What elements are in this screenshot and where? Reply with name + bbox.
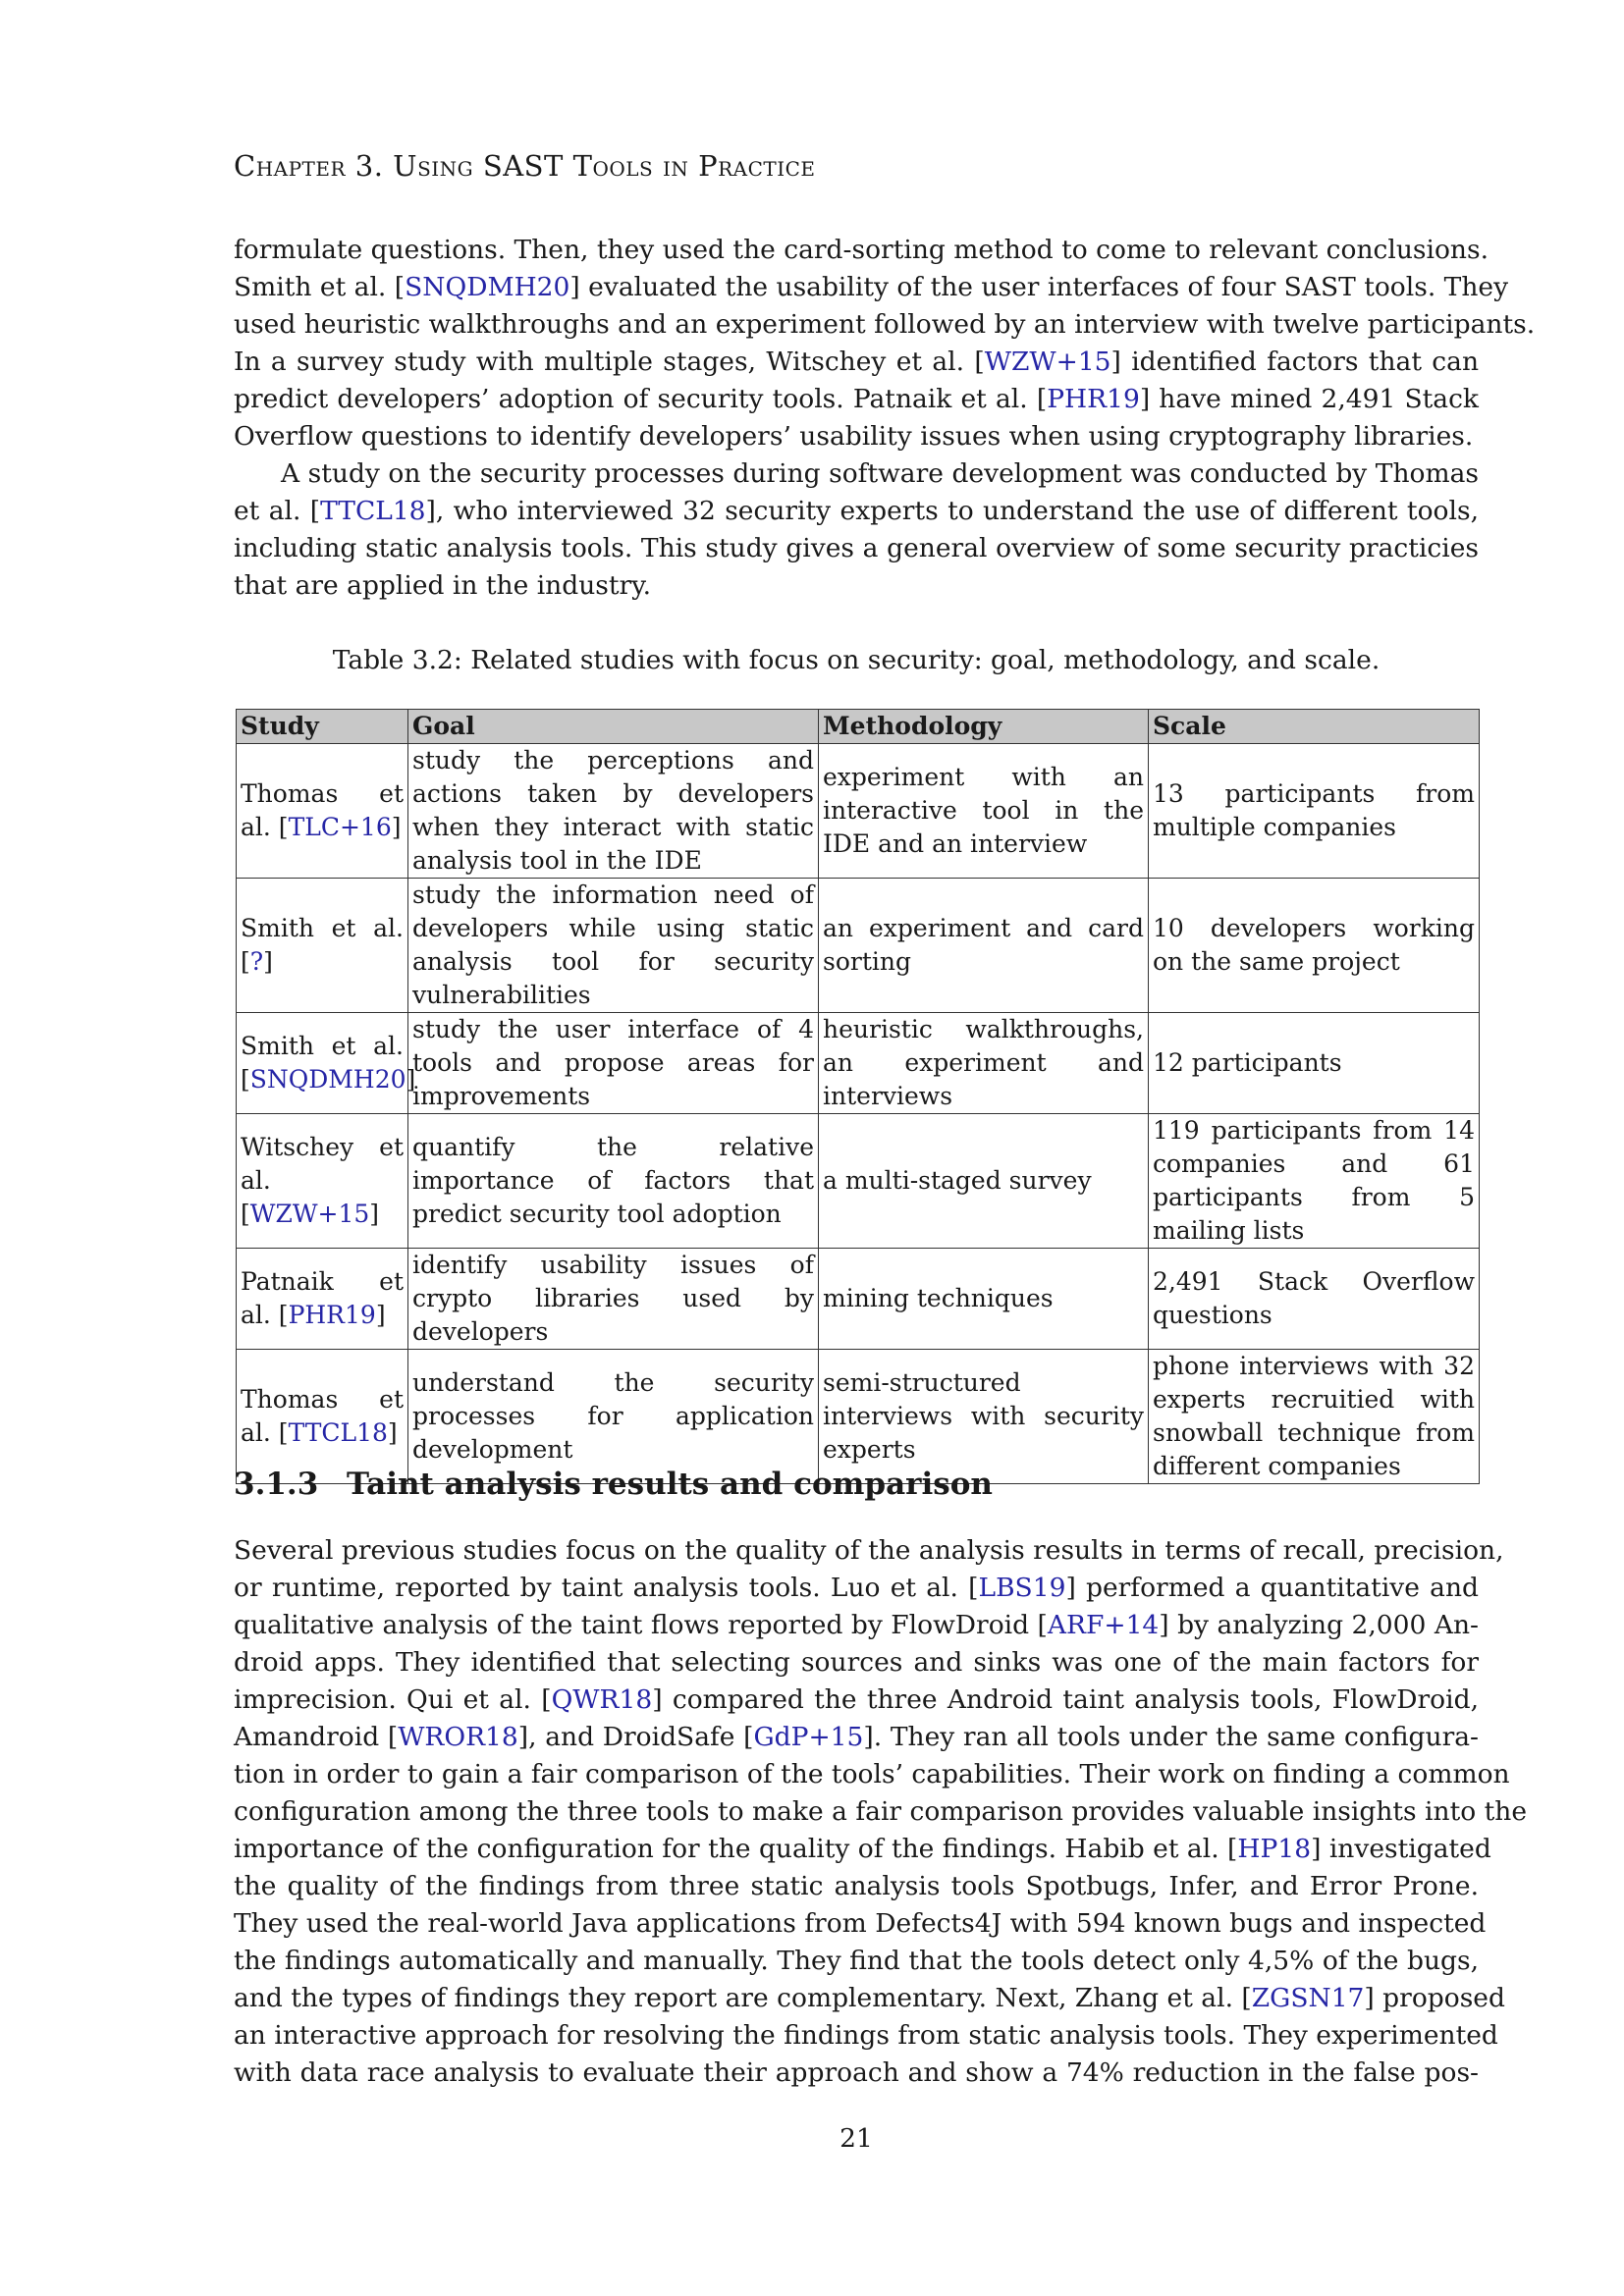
cell-study: Smith et al. [SNQDMH20] [237, 1013, 408, 1114]
citation-link[interactable]: ARF+14 [1047, 1610, 1160, 1640]
section-paragraph [234, 1532, 1528, 2092]
table-row [237, 879, 1480, 1013]
cell-study: Witschey et al. [WZW+15] [237, 1114, 408, 1249]
cell-goal: identify usability issues of crypto libraries used by developers [408, 1249, 819, 1350]
text-line: Amandroid [WROR18], and DroidSafe [GdP+15]. They ran all tools under the same configura- [234, 1722, 1479, 1752]
text-line: qualitative analysis of the taint flows reported by FlowDroid [ARF+14] by analyzing 2,000 An- [234, 1610, 1479, 1640]
cell-scale: 119 participants from 14 companies and 61 participants from 5 mailing lists [1149, 1114, 1480, 1249]
section-heading [234, 1467, 993, 1502]
table-row [237, 744, 1480, 879]
citation-link[interactable]: WROR18 [398, 1722, 518, 1752]
cell-goal: study the perceptions and actions taken by developers when they interact with static analysis tool in the IDE [408, 744, 819, 879]
cell-scale: phone interviews with 32 experts recruitied with snowball technique from different companies [1149, 1350, 1480, 1484]
text-line: et al. [TTCL18], who interviewed 32 security experts to understand the use of different tools, [234, 496, 1479, 526]
citation-link[interactable]: LBS19 [978, 1573, 1066, 1603]
running-head: Chapter 3. Using SAST Tools in Practice [234, 149, 816, 183]
cell-goal: understand the security processes for application development [408, 1350, 819, 1484]
cell-methodology: experiment with an interactive tool in the IDE and an interview [819, 744, 1149, 879]
text-line: an interactive approach for resolving the findings from static analysis tools. They experimented [234, 2020, 1498, 2051]
cell-methodology: heuristic walkthroughs, an experiment and interviews [819, 1013, 1149, 1114]
cell-scale: 13 participants from multiple companies [1149, 744, 1480, 879]
table-row [237, 1249, 1480, 1350]
cell-methodology: semi-structured interviews with security experts [819, 1350, 1149, 1484]
intro-paragraph [234, 232, 1536, 455]
cell-methodology: an experiment and card sorting [819, 879, 1149, 1013]
citation-link[interactable]: SNQDMH20 [405, 272, 570, 302]
citation-link[interactable]: PHR19 [288, 1301, 376, 1329]
citation-link[interactable]: TLC+16 [288, 813, 392, 841]
table-caption: Table 3.2: Related studies with focus on security: goal, methodology, and scale. [332, 645, 1380, 675]
table-header-row [237, 710, 1480, 744]
citation-link[interactable]: HP18 [1237, 1834, 1312, 1864]
text-line: formulate questions. Then, they used the card-sorting method to come to relevant conclusions. [234, 235, 1489, 265]
citation-link[interactable]: ? [249, 947, 264, 976]
cell-scale: 10 developers working on the same project [1149, 879, 1480, 1013]
text-line: that are applied in the industry. [234, 570, 652, 601]
cell-methodology: a multi-staged survey [819, 1114, 1149, 1249]
text-line: A study on the security processes during software development was conducted by Thomas [281, 458, 1479, 489]
section-number: 3.1.3 [234, 1467, 319, 1502]
cell-study: Thomas et al. [TTCL18] [237, 1350, 408, 1484]
table-row [237, 1350, 1480, 1484]
cell-goal: study the information need of developers while using static analysis tool for security vulnerabilities [408, 879, 819, 1013]
text-line: used heuristic walkthroughs and an experiment followed by an interview with twelve participants. [234, 309, 1536, 340]
second-paragraph [234, 455, 1479, 605]
header-methodology: Methodology [819, 710, 1149, 744]
text-line: Smith et al. [SNQDMH20] evaluated the usability of the user interfaces of four SAST tools. They [234, 272, 1509, 302]
text-line: the findings automatically and manually. They find that the tools detect only 4,5% of the bugs, [234, 1946, 1479, 1976]
table-row [237, 1114, 1480, 1249]
citation-link[interactable]: WZW+15 [984, 347, 1111, 377]
page-number: 21 [839, 2123, 873, 2154]
header-goal: Goal [408, 710, 819, 744]
text-line: Overflow questions to identify developers’ usability issues when using cryptography libraries. [234, 421, 1474, 452]
text-line: or runtime, reported by taint analysis tools. Luo et al. [LBS19] performed a quantitative and [234, 1573, 1479, 1603]
text-line: In a survey study with multiple stages, Witschey et al. [WZW+15] identified factors that can [234, 347, 1480, 377]
cell-study: Smith et al. [?] [237, 879, 408, 1013]
cell-goal: study the user interface of 4 tools and propose areas for improvements [408, 1013, 819, 1114]
cell-methodology: mining techniques [819, 1249, 1149, 1350]
text-line: droid apps. They identified that selecting sources and sinks was one of the main factors for [234, 1647, 1479, 1678]
text-line: the quality of the findings from three static analysis tools Spotbugs, Infer, and Error Prone. [234, 1871, 1479, 1901]
text-line: with data race analysis to evaluate their approach and show a 74% reduction in the false pos- [234, 2057, 1479, 2088]
text-line: importance of the configuration for the quality of the findings. Habib et al. [HP18] investigated [234, 1834, 1491, 1864]
table-row [237, 1013, 1480, 1114]
citation-link[interactable]: TTCL18 [320, 496, 426, 526]
header-scale: Scale [1149, 710, 1480, 744]
related-studies-table [236, 709, 1480, 1484]
text-line: and the types of findings they report are complementary. Next, Zhang et al. [ZGSN17] proposed [234, 1983, 1505, 2013]
cell-study: Patnaik et al. [PHR19] [237, 1249, 408, 1350]
citation-link[interactable]: QWR18 [551, 1684, 653, 1715]
text-line: configuration among the three tools to make a fair comparison provides valuable insights into the [234, 1796, 1528, 1827]
text-line: tion in order to gain a fair comparison of the tools’ capabilities. Their work on finding a common [234, 1759, 1510, 1789]
cell-study: Thomas et al. [TLC+16] [237, 744, 408, 879]
text-line: including static analysis tools. This study gives a general overview of some security practicies [234, 533, 1479, 563]
cell-goal: quantify the relative importance of factors that predict security tool adoption [408, 1114, 819, 1249]
section-title: Taint analysis results and comparison [347, 1467, 993, 1502]
citation-link[interactable]: TTCL18 [288, 1418, 388, 1447]
citation-link[interactable]: ZGSN17 [1251, 1983, 1365, 2013]
text-line: predict developers’ adoption of security tools. Patnaik et al. [PHR19] have mined 2,491 Stack [234, 384, 1479, 414]
citation-link[interactable]: SNQDMH20 [249, 1065, 406, 1094]
text-line: Several previous studies focus on the quality of the analysis results in terms of recall, precision, [234, 1535, 1504, 1566]
citation-link[interactable]: GdP+15 [753, 1722, 864, 1752]
header-study: Study [237, 710, 408, 744]
text-line: imprecision. Qui et al. [QWR18] compared the three Android taint analysis tools, FlowDroid, [234, 1684, 1479, 1715]
text-line: They used the real-world Java applications from Defects4J with 594 known bugs and inspected [234, 1908, 1487, 1939]
cell-scale: 12 participants [1149, 1013, 1480, 1114]
citation-link[interactable]: PHR19 [1047, 384, 1140, 414]
citation-link[interactable]: WZW+15 [249, 1200, 370, 1228]
cell-scale: 2,491 Stack Overflow questions [1149, 1249, 1480, 1350]
